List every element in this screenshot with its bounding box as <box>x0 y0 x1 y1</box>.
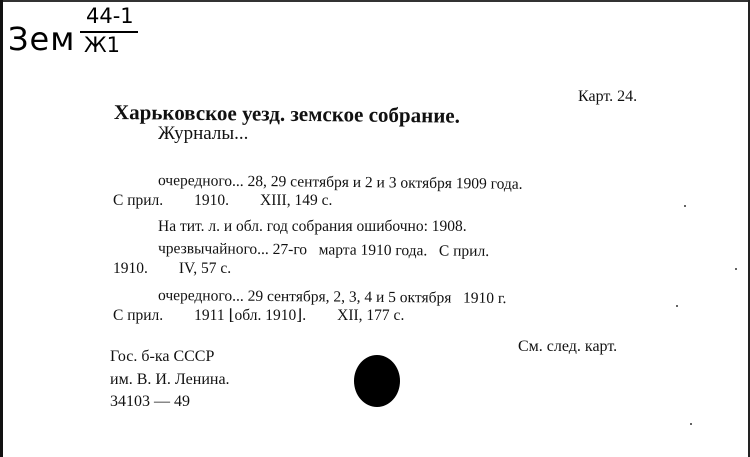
entry-line-2: С прил. 1910. XIII, 149 с. <box>113 192 333 209</box>
entry-line-1: очередного... 28, 29 сентября и 2 и 3 октября 1909 года. <box>157 172 523 193</box>
see-next-card: См. след. карт. <box>518 338 618 355</box>
entry-line-5: 1910. IV, 57 с. <box>113 260 232 277</box>
speck <box>690 423 692 425</box>
entry-line-7: С прил. 1911 ⌊обл. 1910⌋. XII, 177 с. <box>113 307 405 324</box>
card-number: Карт. 24. <box>578 88 638 105</box>
speck <box>684 205 686 207</box>
entry-line-3: На тит. л. и обл. год собрания ошибочно: 1908. <box>158 218 467 235</box>
handwritten-shelfmark-denominator: Ж1 <box>84 33 120 57</box>
speck <box>676 305 678 307</box>
card-top-edge <box>0 0 750 2</box>
punch-hole <box>354 355 400 407</box>
card-subheading: Журналы... <box>158 123 249 144</box>
library-name-line-2: им. В. И. Ленина. <box>110 371 230 388</box>
card-heading: Харьковское уезд. земское собрание. <box>113 100 461 128</box>
library-name: Гос. б-ка СССР <box>110 348 215 365</box>
handwritten-shelfmark-numerator: 44-1 <box>86 4 134 28</box>
entry-line-4: чрезвычайного... 27-го марта 1910 года. С прил. <box>157 240 490 260</box>
speck <box>735 268 737 270</box>
inventory-number: 34103 — 49 <box>110 393 190 410</box>
card-left-edge <box>0 0 3 457</box>
handwritten-prefix: Зем <box>8 20 76 58</box>
entry-line-6: очередного... 29 сентября, 2, 3, 4 и 5 октября 1910 г. <box>157 287 507 308</box>
